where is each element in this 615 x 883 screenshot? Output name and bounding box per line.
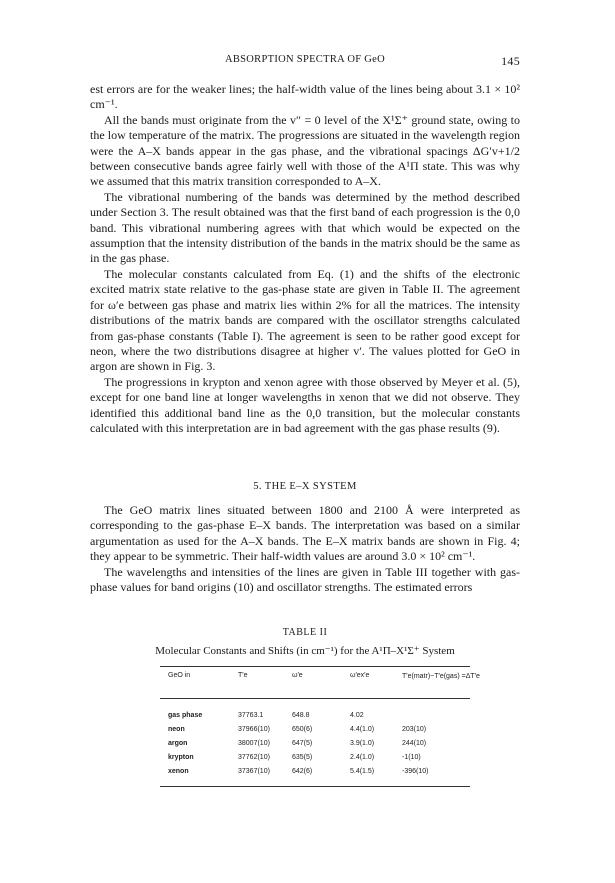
table-cell: -1(10) <box>402 754 421 761</box>
paragraph: The vibrational numbering of the bands was determined by the method described under Section 3. The result obtained was that the first band of each progression is the 0,0 band. This vibrational numbering agrees with that which would be expected on the assumption that the intensity distribution of the bands in the matrix should be the same as in the gas phase. <box>90 189 520 266</box>
header-cell: T′e <box>238 672 248 679</box>
table-cell: 244(10) <box>402 740 427 747</box>
table-cell: 2.4(1.0) <box>350 754 375 761</box>
table-cell: 635(5) <box>292 754 313 761</box>
table-cell: 5.4(1.5) <box>350 768 375 775</box>
table-top-rule <box>160 666 470 667</box>
table-cell: gas phase <box>168 712 203 719</box>
table-cell: 642(6) <box>292 768 313 775</box>
table-cell: argon <box>168 740 188 747</box>
table-cell: 37367(10) <box>238 768 270 775</box>
table-caption: Molecular Constants and Shifts (in cm⁻¹) for the A¹Π–X¹Σ⁺ System <box>155 645 455 657</box>
table-cell: 647(5) <box>292 740 313 747</box>
table-cell: krypton <box>168 754 194 761</box>
table-bottom-rule <box>160 786 470 787</box>
table-cell: 38007(10) <box>238 740 270 747</box>
table-cell: 37966(10) <box>238 726 270 733</box>
running-header <box>90 54 520 70</box>
header-cell: T′e(matr)−T′e(gas) =ΔT′e <box>402 673 480 680</box>
table-cell: 4.4(1.0) <box>350 726 375 733</box>
table-label: TABLE II <box>282 627 328 638</box>
header-cell: ω′ex′e <box>350 672 370 679</box>
table-cell: 648.8 <box>292 712 310 719</box>
paragraph: The GeO matrix lines situated between 1800 and 2100 Å were interpreted as corresponding to the gas-phase E–X bands. The interpretation was based on a similar argumentation as used for the A–X bands. The E–X matrix bands are shown in Fig. 4; they appear to be symmetric. Their half-width values are around 3.0 × 10² cm⁻¹. <box>90 503 520 564</box>
table-row <box>160 768 470 782</box>
section-body <box>90 503 520 595</box>
page-number: 145 <box>501 54 520 68</box>
section-heading: 5. THE E–X SYSTEM <box>253 481 357 492</box>
table-cell: xenon <box>168 768 189 775</box>
header-cell: ω′e <box>292 672 303 679</box>
table-cell: 3.9(1.0) <box>350 740 375 747</box>
table-row <box>160 712 470 726</box>
table-cell: 37762(10) <box>238 754 270 761</box>
paragraph: est errors are for the weaker lines; the half-width value of the lines being about 3.1 × 10² cm⁻¹. <box>90 82 520 112</box>
table-header-row <box>160 672 480 686</box>
table-row <box>160 740 470 754</box>
paragraph: All the bands must originate from the v″ = 0 level of the X¹Σ⁺ ground state, owing to the low temperature of the matrix. The progressions are situated in the wavelength region were the A–X bands appear in the gas phase, and the vibrational spacings ΔG′v+1/2 between consecutive bands agree fairly well with those of the A¹Π state. This was why we assumed that this matrix transition corresponded to A–X. <box>90 112 521 189</box>
table-cell: -396(10) <box>402 768 429 775</box>
header-cell: GeO in <box>168 672 191 679</box>
table-cell: 650(6) <box>292 726 313 733</box>
table-cell: 37763.1 <box>238 712 264 719</box>
paragraph: The molecular constants calculated from Eq. (1) and the shifts of the electronic excited matrix state relative to the gas-phase state are given in Table II. The agreement for ω′e between gas phase and matrix lies within 2% for all the matrices. The intensity distributions of the matrix bands are compared with the oscillator strengths calculated from gas-phase constants (Table I). The agreement is seen to be rather good except for neon, where the two distributions disagree at higher v′. The values plotted for GeO in argon are shown in Fig. 3. <box>90 266 520 374</box>
running-title: ABSORPTION SPECTRA OF GeO <box>224 54 386 65</box>
table-header-rule <box>160 698 470 699</box>
table-cell: 4.02 <box>350 712 364 719</box>
table-cell: 203(10) <box>402 726 427 733</box>
table-row <box>160 754 470 768</box>
paragraph: The progressions in krypton and xenon agree with those observed by Meyer et al. (5), except for one band line at longer wavelengths in xenon that we did not observe. They identified this additional band line as the 0,0 transition, but the molecular constants calculated with this interpretation are in bad agreement with the gas phase results (9). <box>90 374 520 435</box>
table-cell: neon <box>168 726 185 733</box>
body-text <box>90 82 520 436</box>
table-row <box>160 726 470 740</box>
paragraph: The wavelengths and intensities of the lines are given in Table III together with gas-phase values for band origins (10) and oscillator strengths. The estimated errors <box>90 564 520 595</box>
